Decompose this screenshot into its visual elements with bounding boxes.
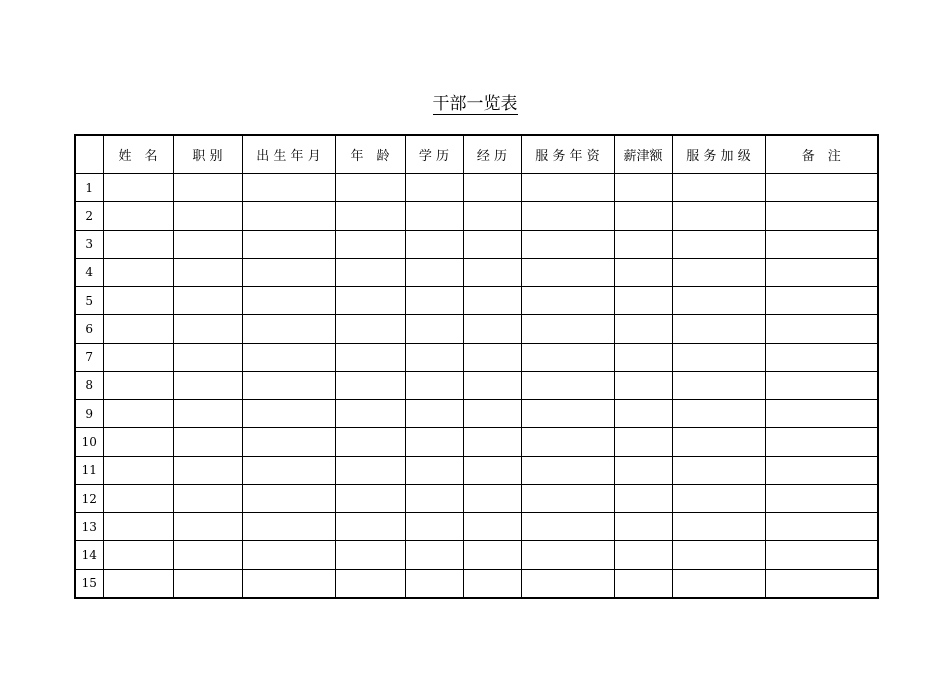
cell-education: [405, 230, 463, 258]
cell-education: [405, 202, 463, 230]
row-number: 6: [75, 315, 103, 343]
cell-age: [335, 400, 405, 428]
cell-remarks: [765, 174, 878, 202]
header-age: 年 龄: [335, 135, 405, 174]
cell-position: [173, 230, 242, 258]
cell-remarks: [765, 315, 878, 343]
cell-remarks: [765, 202, 878, 230]
cell-education: [405, 258, 463, 286]
table-row: [75, 315, 878, 343]
cell-birth-date: [242, 484, 335, 512]
row-number: 1: [75, 174, 103, 202]
cell-position: [173, 202, 242, 230]
cell-age: [335, 343, 405, 371]
cell-experience: [463, 541, 521, 569]
cell-years-of-service: [521, 456, 614, 484]
cell-experience: [463, 371, 521, 399]
cell-age: [335, 428, 405, 456]
cell-salary: [614, 484, 672, 512]
row-number: 12: [75, 484, 103, 512]
cell-salary: [614, 258, 672, 286]
cell-birth-date: [242, 513, 335, 541]
cell-birth-date: [242, 541, 335, 569]
cell-service-grade: [672, 258, 765, 286]
table-row: [75, 428, 878, 456]
cell-age: [335, 287, 405, 315]
cell-years-of-service: [521, 541, 614, 569]
cell-position: [173, 513, 242, 541]
cell-years-of-service: [521, 400, 614, 428]
header-education: 学 历: [405, 135, 463, 174]
cell-age: [335, 315, 405, 343]
cell-birth-date: [242, 258, 335, 286]
cell-position: [173, 456, 242, 484]
cell-service-grade: [672, 230, 765, 258]
row-number: 13: [75, 513, 103, 541]
cell-education: [405, 371, 463, 399]
cell-education: [405, 315, 463, 343]
cell-remarks: [765, 428, 878, 456]
cell-name: [103, 513, 173, 541]
cell-education: [405, 287, 463, 315]
cell-name: [103, 258, 173, 286]
table-row: [75, 400, 878, 428]
cell-name: [103, 174, 173, 202]
table-row: [75, 343, 878, 371]
cell-education: [405, 343, 463, 371]
cell-salary: [614, 400, 672, 428]
cell-education: [405, 174, 463, 202]
cell-experience: [463, 428, 521, 456]
cell-service-grade: [672, 400, 765, 428]
cell-experience: [463, 569, 521, 598]
cell-position: [173, 174, 242, 202]
cell-service-grade: [672, 343, 765, 371]
cell-experience: [463, 315, 521, 343]
cell-years-of-service: [521, 202, 614, 230]
cell-education: [405, 513, 463, 541]
cell-remarks: [765, 569, 878, 598]
cell-years-of-service: [521, 484, 614, 512]
header-experience: 经 历: [463, 135, 521, 174]
cell-name: [103, 541, 173, 569]
cell-salary: [614, 428, 672, 456]
cell-salary: [614, 287, 672, 315]
cell-age: [335, 569, 405, 598]
cadre-roster-table: [74, 134, 879, 599]
cell-position: [173, 541, 242, 569]
cell-service-grade: [672, 287, 765, 315]
cell-remarks: [765, 484, 878, 512]
header-index: [75, 135, 103, 174]
cell-education: [405, 400, 463, 428]
table-row: [75, 174, 878, 202]
cell-birth-date: [242, 230, 335, 258]
cell-remarks: [765, 456, 878, 484]
cell-salary: [614, 315, 672, 343]
cell-age: [335, 258, 405, 286]
table-row: [75, 202, 878, 230]
cell-salary: [614, 174, 672, 202]
cell-age: [335, 456, 405, 484]
table-row: [75, 258, 878, 286]
row-number: 7: [75, 343, 103, 371]
document-title-text: 干部一览表: [432, 94, 518, 114]
cell-service-grade: [672, 174, 765, 202]
row-number: 3: [75, 230, 103, 258]
cell-service-grade: [672, 484, 765, 512]
cell-remarks: [765, 400, 878, 428]
table-row: [75, 484, 878, 512]
table-row: [75, 513, 878, 541]
cell-experience: [463, 202, 521, 230]
cell-service-grade: [672, 569, 765, 598]
cell-name: [103, 428, 173, 456]
cell-years-of-service: [521, 371, 614, 399]
header-remarks: 备 注: [765, 135, 878, 174]
cell-position: [173, 428, 242, 456]
row-number: 9: [75, 400, 103, 428]
cell-experience: [463, 343, 521, 371]
cell-salary: [614, 541, 672, 569]
cell-service-grade: [672, 513, 765, 541]
cell-name: [103, 484, 173, 512]
table-row: [75, 287, 878, 315]
cell-experience: [463, 456, 521, 484]
cell-birth-date: [242, 456, 335, 484]
cell-education: [405, 569, 463, 598]
row-number: 2: [75, 202, 103, 230]
cell-birth-date: [242, 428, 335, 456]
cell-birth-date: [242, 202, 335, 230]
cell-salary: [614, 569, 672, 598]
row-number: 11: [75, 456, 103, 484]
cell-birth-date: [242, 315, 335, 343]
cell-birth-date: [242, 343, 335, 371]
table-row: [75, 230, 878, 258]
cell-remarks: [765, 258, 878, 286]
cell-age: [335, 174, 405, 202]
cell-age: [335, 202, 405, 230]
cell-name: [103, 230, 173, 258]
table-row: [75, 371, 878, 399]
cell-name: [103, 315, 173, 343]
header-birth-date: 出 生 年 月: [242, 135, 335, 174]
cell-position: [173, 343, 242, 371]
cell-name: [103, 202, 173, 230]
table-header-row: [75, 135, 878, 174]
cell-experience: [463, 484, 521, 512]
cell-remarks: [765, 287, 878, 315]
cell-years-of-service: [521, 569, 614, 598]
cell-name: [103, 287, 173, 315]
row-number: 8: [75, 371, 103, 399]
cell-position: [173, 315, 242, 343]
cell-name: [103, 371, 173, 399]
header-service-grade: 服 务 加 级: [672, 135, 765, 174]
cell-experience: [463, 400, 521, 428]
cell-years-of-service: [521, 513, 614, 541]
cell-years-of-service: [521, 428, 614, 456]
row-number: 5: [75, 287, 103, 315]
cell-birth-date: [242, 371, 335, 399]
cell-birth-date: [242, 569, 335, 598]
cell-education: [405, 541, 463, 569]
cell-salary: [614, 202, 672, 230]
cell-position: [173, 258, 242, 286]
cell-education: [405, 428, 463, 456]
cell-name: [103, 456, 173, 484]
cell-service-grade: [672, 456, 765, 484]
row-number: 4: [75, 258, 103, 286]
header-years-of-service: 服 务 年 资: [521, 135, 614, 174]
cell-experience: [463, 258, 521, 286]
cell-salary: [614, 230, 672, 258]
table-row: [75, 456, 878, 484]
cell-years-of-service: [521, 287, 614, 315]
cell-birth-date: [242, 287, 335, 315]
cell-years-of-service: [521, 343, 614, 371]
cell-education: [405, 456, 463, 484]
document-title: [0, 93, 950, 115]
cell-remarks: [765, 230, 878, 258]
cell-birth-date: [242, 174, 335, 202]
cell-service-grade: [672, 541, 765, 569]
cell-years-of-service: [521, 258, 614, 286]
cell-salary: [614, 371, 672, 399]
cell-years-of-service: [521, 230, 614, 258]
cell-salary: [614, 513, 672, 541]
table-row: [75, 569, 878, 598]
cell-name: [103, 400, 173, 428]
cell-remarks: [765, 371, 878, 399]
cell-remarks: [765, 513, 878, 541]
cell-age: [335, 484, 405, 512]
cell-age: [335, 371, 405, 399]
cell-birth-date: [242, 400, 335, 428]
cell-name: [103, 343, 173, 371]
cell-position: [173, 287, 242, 315]
cell-service-grade: [672, 315, 765, 343]
cell-experience: [463, 230, 521, 258]
cell-age: [335, 541, 405, 569]
cell-position: [173, 371, 242, 399]
cell-years-of-service: [521, 174, 614, 202]
header-salary: 薪津额: [614, 135, 672, 174]
cell-salary: [614, 343, 672, 371]
cell-name: [103, 569, 173, 598]
cell-age: [335, 513, 405, 541]
row-number: 14: [75, 541, 103, 569]
cell-salary: [614, 456, 672, 484]
cell-position: [173, 484, 242, 512]
row-number: 10: [75, 428, 103, 456]
table-row: [75, 541, 878, 569]
cell-education: [405, 484, 463, 512]
cell-remarks: [765, 343, 878, 371]
cell-service-grade: [672, 428, 765, 456]
cell-service-grade: [672, 371, 765, 399]
cell-remarks: [765, 541, 878, 569]
cell-service-grade: [672, 202, 765, 230]
header-position: 职 别: [173, 135, 242, 174]
cell-position: [173, 569, 242, 598]
cell-experience: [463, 287, 521, 315]
row-number: 15: [75, 569, 103, 598]
cell-experience: [463, 513, 521, 541]
cell-years-of-service: [521, 315, 614, 343]
cell-position: [173, 400, 242, 428]
header-name: 姓 名: [103, 135, 173, 174]
cell-experience: [463, 174, 521, 202]
cell-age: [335, 230, 405, 258]
